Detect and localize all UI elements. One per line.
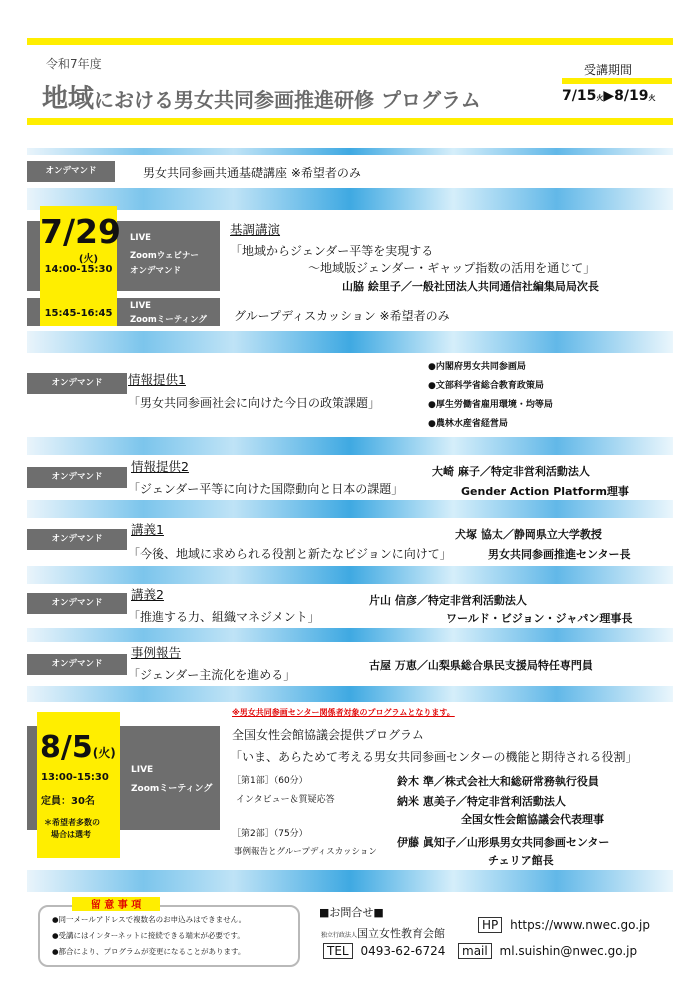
day2-red-note: ※男女共同参画センター関係者対象のプログラムとなります。 bbox=[232, 708, 455, 717]
stripe bbox=[27, 437, 673, 455]
stripe bbox=[27, 148, 673, 155]
period-end: 8/19 bbox=[614, 88, 649, 104]
keynote-title-1: 「地域からジェンダー平等を実現する bbox=[230, 244, 434, 258]
day1-weekday: (火) bbox=[78, 254, 99, 265]
day2-mode-live: LIVE bbox=[131, 765, 154, 775]
day2-program-label: 全国女性会館協議会提供プログラム bbox=[232, 728, 424, 742]
ondemand-tag: オンデマンド bbox=[27, 654, 127, 675]
day2-part2: ［第2部］（75分） bbox=[232, 829, 308, 839]
stripe bbox=[27, 331, 673, 353]
contact-hp[interactable] bbox=[478, 918, 650, 932]
case-label: 事例報告 bbox=[131, 645, 182, 660]
lecture1-label: 講義1 bbox=[131, 522, 164, 537]
day2-speaker-2a: 納米 恵美子／特定非営利活動法人 bbox=[397, 795, 566, 808]
contact-org-name: 国立女性教育会館 bbox=[357, 927, 446, 940]
ondemand-tag: オンデマンド bbox=[27, 593, 127, 614]
info1-org: ●内閣府男女共同参画局 bbox=[428, 362, 526, 372]
title-part1: 地域 bbox=[42, 84, 95, 114]
notes-item: ●都合により、プログラムが変更になることがあります。 bbox=[52, 947, 246, 956]
period-end-day: 火 bbox=[648, 94, 656, 102]
keynote-title-2: ～地域版ジェンダー・ギャップ指数の活用を通じて」 bbox=[308, 261, 596, 275]
info1-org: ●農林水産省経営局 bbox=[428, 419, 508, 429]
stripe bbox=[27, 188, 673, 210]
hp-label: HP bbox=[478, 917, 502, 933]
day2-title: 「いま、あらためて考える男女共同参画センターの機能と期待される役割」 bbox=[230, 750, 638, 764]
lecture1-speaker-2: 男女共同参画推進センター長 bbox=[488, 548, 631, 561]
tel-label: TEL bbox=[323, 943, 353, 959]
ondemand-tag: オンデマンド bbox=[27, 467, 127, 488]
info2-speaker-2: Gender Action Platform理事 bbox=[461, 485, 629, 498]
day2-note-2: 場合は選考 bbox=[51, 830, 91, 839]
header-year: 令和7年度 bbox=[46, 57, 102, 71]
contact-tel bbox=[323, 944, 445, 958]
day2-time: 13:00-15:30 bbox=[41, 772, 109, 783]
lecture2-speaker-2: ワールド・ビジョン・ジャパン理事長 bbox=[446, 612, 633, 625]
day1-mode1-live: LIVE bbox=[130, 233, 151, 243]
info2-title: 「ジェンダー平等に向けた国際動向と日本の課題」 bbox=[128, 482, 404, 496]
period-start-day: 火 bbox=[596, 94, 604, 102]
day2-date-value: 8/5 bbox=[40, 730, 93, 765]
header-bottom-bar bbox=[27, 118, 673, 125]
lecture1-speaker-1: 犬塚 協太／静岡県立大学教授 bbox=[455, 528, 602, 541]
case-speaker: 古屋 万恵／山梨県総合県民支援局特任専門員 bbox=[369, 659, 593, 672]
stripe bbox=[27, 566, 673, 584]
day2-part1: ［第1部］（60分） bbox=[232, 776, 308, 786]
info2-label: 情報提供2 bbox=[131, 459, 189, 474]
mail-label: mail bbox=[458, 943, 492, 959]
day2-weekday: (火) bbox=[92, 746, 116, 760]
day2-capacity: 定員：30名 bbox=[41, 796, 95, 807]
day1-mode1-ondemand: オンデマンド bbox=[130, 266, 182, 276]
page-title bbox=[42, 78, 481, 115]
header-top-bar bbox=[27, 38, 673, 45]
mail-address[interactable]: ml.suishin@nwec.go.jp bbox=[499, 944, 638, 958]
lecture2-speaker-1: 片山 信彦／特定非営利活動法人 bbox=[369, 594, 527, 607]
day2-speaker-1: 鈴木 準／株式会社大和総研常務執行役員 bbox=[397, 775, 599, 788]
group-discussion: グループディスカッション ※希望者のみ bbox=[234, 309, 450, 323]
notes-item: ●同一メールアドレスで複数名のお申込みはできません。 bbox=[52, 915, 247, 924]
info1-title: 「男女共同参画社会に向けた今日の政策課題」 bbox=[128, 396, 381, 410]
keynote-speaker: 山脇 絵里子／一般社団法人共同通信社編集局局次長 bbox=[342, 280, 599, 293]
title-part2: における男女共同参画推進研修 プログラム bbox=[94, 88, 481, 112]
info1-label: 情報提供1 bbox=[128, 372, 186, 387]
day2-mode-meeting: Zoomミーティング bbox=[131, 784, 213, 794]
keynote-label: 基調講演 bbox=[230, 222, 281, 237]
day2-date bbox=[40, 730, 116, 765]
contact-heading: ■お問合せ■ bbox=[319, 906, 384, 919]
info1-org: ●文部科学省総合教育政策局 bbox=[428, 381, 544, 391]
lecture2-title: 「推進する力、組織マネジメント」 bbox=[128, 610, 320, 624]
case-title: 「ジェンダー主流化を進める」 bbox=[128, 668, 296, 682]
lecture1-title: 「今後、地域に求められる役割と新たなビジョンに向けて」 bbox=[128, 547, 452, 561]
row0-text: 男女共同参画共通基礎講座 ※希望者のみ bbox=[143, 166, 361, 180]
notes-heading: 留 意 事 項 bbox=[90, 900, 142, 911]
period-underline bbox=[562, 78, 672, 84]
notes-item: ●受講にはインターネットに接続できる端末が必要です。 bbox=[52, 931, 245, 940]
period-label: 受講期間 bbox=[584, 63, 633, 77]
stripe bbox=[27, 500, 673, 518]
arrow-icon: ▶ bbox=[603, 88, 615, 104]
day1-time2: 15:45-16:45 bbox=[44, 308, 113, 319]
hp-link[interactable]: https://www.nwec.go.jp bbox=[510, 918, 650, 932]
day1-date: 7/29 bbox=[40, 212, 121, 251]
contact-org-prefix: 独立行政法人 bbox=[321, 932, 358, 939]
tel-number[interactable]: 0493-62-6724 bbox=[360, 944, 446, 958]
ondemand-tag: オンデマンド bbox=[27, 373, 127, 394]
day2-speaker-3b: チェリア館長 bbox=[488, 854, 554, 867]
day2-part2-desc: 事例報告とグループディスカッション bbox=[234, 847, 377, 857]
ondemand-tag: オンデマンド bbox=[27, 161, 115, 182]
day2-note-1: ＊希望者多数の bbox=[44, 818, 100, 827]
contact-mail bbox=[458, 944, 637, 958]
ondemand-tag: オンデマンド bbox=[27, 529, 127, 550]
day1-mode1-webinar: Zoomウェビナー bbox=[130, 251, 199, 261]
stripe bbox=[27, 628, 673, 642]
contact-org bbox=[321, 922, 445, 941]
day2-speaker-3a: 伊藤 眞知子／山形県男女共同参画センター bbox=[397, 836, 610, 849]
day2-part1-desc: インタビュー＆質疑応答 bbox=[236, 795, 335, 805]
stripe bbox=[27, 870, 673, 892]
stripe bbox=[27, 686, 673, 702]
info1-org: ●厚生労働省雇用環境・均等局 bbox=[428, 400, 553, 410]
lecture2-label: 講義2 bbox=[131, 587, 164, 602]
day1-mode2-meeting: Zoomミーティング bbox=[130, 315, 207, 325]
period-start: 7/15 bbox=[562, 88, 597, 104]
info2-speaker-1: 大崎 麻子／特定非営利活動法人 bbox=[432, 465, 590, 478]
day2-speaker-2b: 全国女性会館協議会代表理事 bbox=[461, 813, 604, 826]
day1-time1: 14:00-15:30 bbox=[44, 264, 113, 275]
day1-mode2-live: LIVE bbox=[130, 301, 151, 311]
period-range bbox=[562, 88, 655, 104]
